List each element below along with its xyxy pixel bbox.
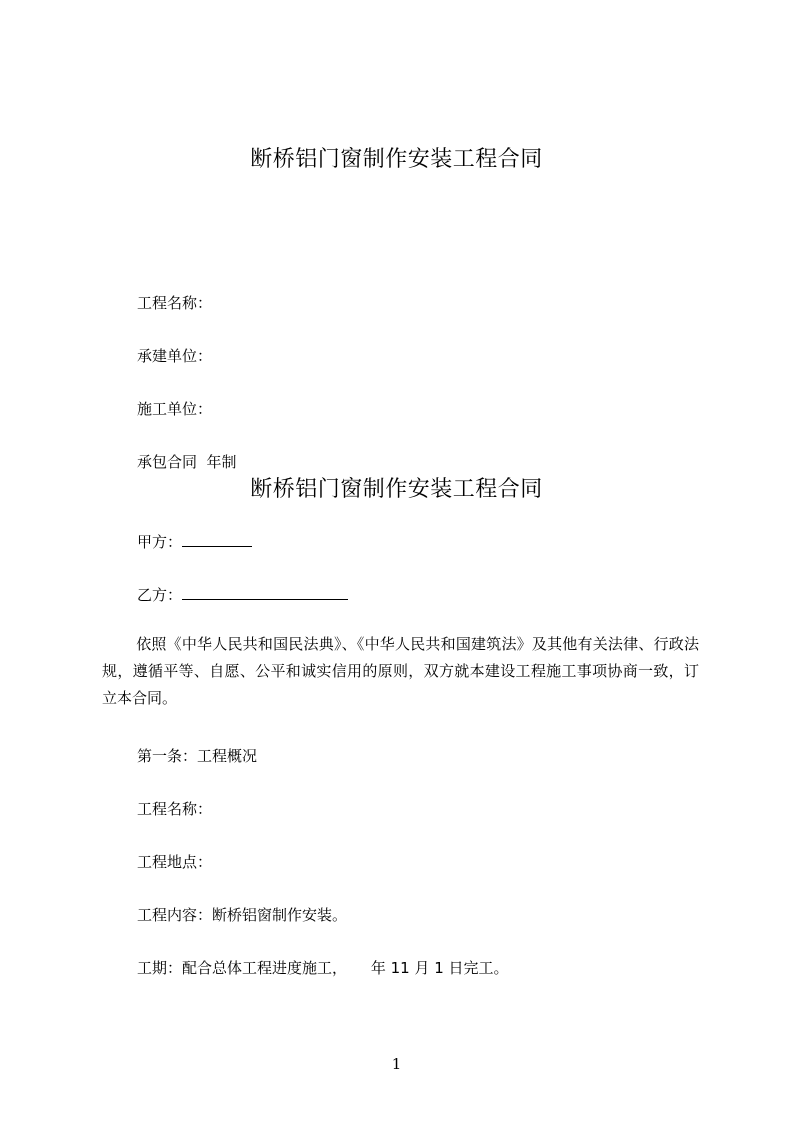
party-a-line	[137, 531, 252, 552]
project-name-label: 工程名称：	[137, 800, 213, 818]
cover-footer-text: 承包合同 年制	[137, 453, 237, 471]
project-content: 工程内容：断桥铝窗制作安装。	[137, 906, 348, 924]
party-a-label: 甲方：	[137, 533, 183, 551]
article1-heading: 第一条：工程概况	[137, 747, 258, 765]
cover-project-name-label: 工程名称：	[137, 294, 213, 312]
party-b-label: 乙方：	[137, 586, 183, 604]
project-duration: 工期：配合总体工程进度施工， 年 11 月 1 日完工。	[137, 959, 509, 977]
preamble-text: 依照《中华人民共和国民法典》、《中华人民共和国建筑法》及其他有关法律、行政法规，遵循平等、自愿、公平和诚实信用的原则，双方就本建设工程施工事项协商一致，订立本合同。	[102, 635, 699, 707]
party-b-line	[137, 584, 348, 605]
preamble-paragraph	[102, 631, 699, 712]
party-b-blank	[182, 585, 348, 600]
page-number: 1	[391, 1055, 402, 1073]
party-a-blank	[182, 532, 252, 547]
cover-contractor-label: 承建单位：	[137, 347, 213, 365]
cover-title: 断桥铝门窗制作安装工程合同	[250, 147, 543, 172]
contract-title: 断桥铝门窗制作安装工程合同	[250, 477, 543, 502]
project-location-label: 工程地点：	[137, 853, 213, 871]
cover-construction-unit-label: 施工单位：	[137, 400, 213, 418]
